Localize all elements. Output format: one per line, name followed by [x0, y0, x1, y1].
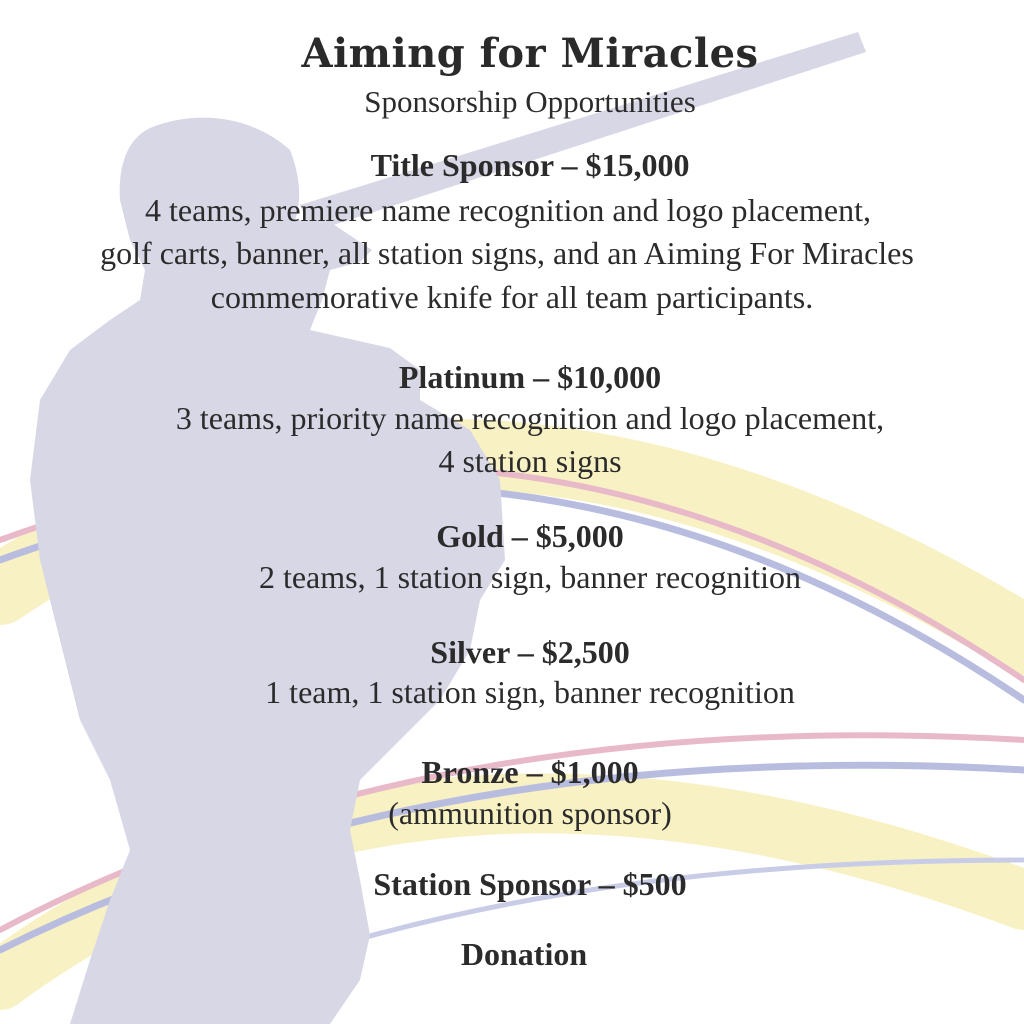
tier-line: 4 teams, premiere name recognition and logo placement, — [145, 192, 871, 228]
tier-heading-bronze: Bronze – $1,000 — [421, 754, 639, 790]
tier-line: 2 teams, 1 station sign, banner recognition — [258, 559, 802, 595]
tier-line: 1 team, 1 station sign, banner recognition — [265, 674, 795, 710]
tier-line: (ammunition sponsor) — [388, 795, 672, 831]
tier-heading-donation: Donation — [460, 936, 588, 972]
page-subtitle: Sponsorship Opportunities — [364, 84, 696, 119]
tier-line: 4 station signs — [438, 443, 622, 479]
tier-heading-gold: Gold – $5,000 — [436, 518, 624, 554]
tier-line: commemorative knife for all team participants. — [210, 279, 814, 315]
tier-heading-platinum: Platinum – $10,000 — [398, 359, 662, 395]
tier-line: golf carts, banner, all station signs, and an Aiming For Miracles — [100, 235, 914, 271]
page-title: Aiming for Miracles — [301, 30, 759, 77]
tier-heading-title-sponsor: Title Sponsor – $15,000 — [370, 147, 690, 183]
tier-heading-station-sponsor: Station Sponsor – $500 — [373, 866, 687, 902]
tier-line: 3 teams, priority name recognition and logo placement, — [175, 400, 885, 436]
tier-heading-silver: Silver – $2,500 — [430, 634, 630, 670]
